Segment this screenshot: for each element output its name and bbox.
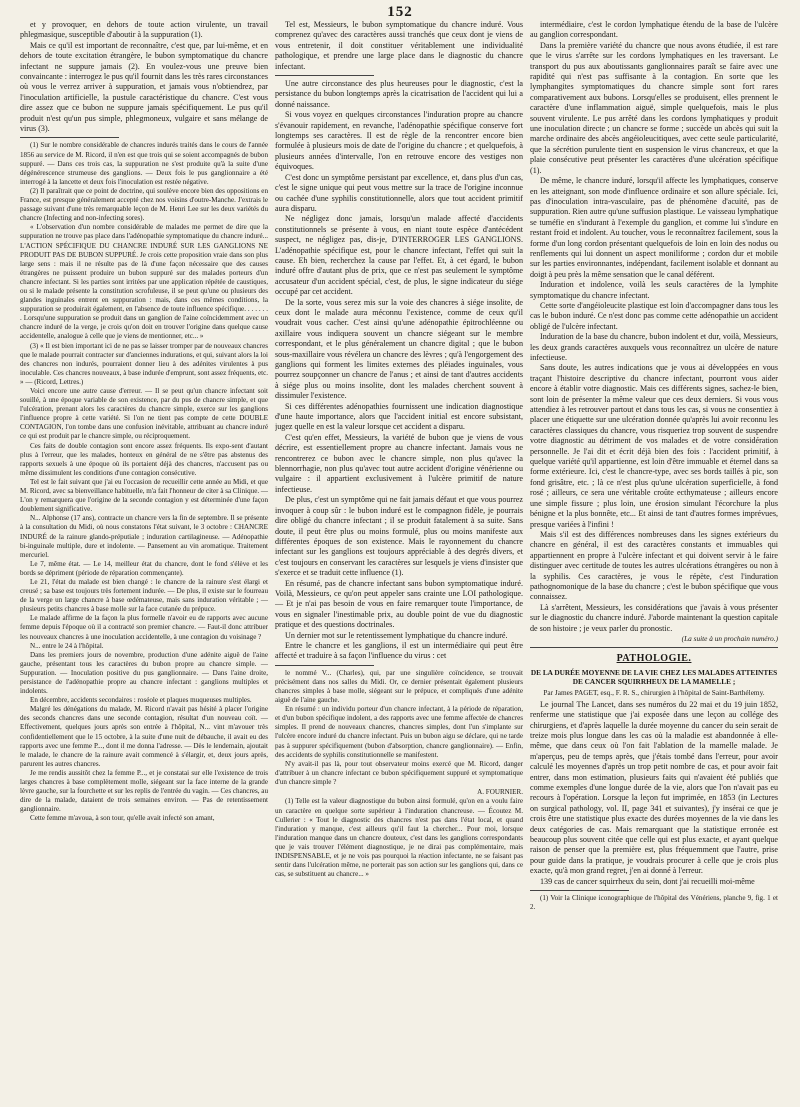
body-paragraph: Un dernier mot sur le retentissement lymphatique du chancre induré. [285, 630, 508, 640]
footnote: N... Alphonse (17 ans), contracte un chancre vers la fin de septembre. Il se présente à la consultation du Midi, où nous constatons l'état suivant, le 3 octobre : CHANCRE INDURÉ de la rainure glando-préputiale ; induration cartilagineuse. — Adénopathie bi-inguinale multiple, dure et indolente. — Pansement au vin aromatique. Traitement mercuriel. [20, 514, 268, 559]
body-paragraph: Là s'arrêtent, Messieurs, les considérations que j'avais à vous présenter sur le diagnostic du chancre induré. J'aborde maintenant la question capitale de son histoire ; je veux parler du pronostic. [530, 602, 778, 633]
footnote: Le 21, l'état du malade est bien changé : le chancre de la rainure s'est élargi et creusé ; sa base est toujours très fortement indurée. — De plus, il existe sur le fourreau de la verge un large chancre à base œdémateuse, mais sans induration véritable ; — plusieurs petits chancres à base molle sur la face cutanée du prépuce. [20, 577, 268, 614]
section-title: PATHOLOGIE. [616, 653, 692, 665]
footnote: Ces faits de double contagion sont encore assez fréquents. Ils expo-sent d'autant plus à l'erreur, que les malades, honteux en général de ne s'être pas abstenus des rapports sexuels à une époque où ils portaient déjà des chancres, n'accusent pas ou même dissimulent les conditions d'une contagion consécutive. [20, 441, 268, 477]
footnotes [530, 894, 778, 912]
footnote: Cette femme m'avoua, à son tour, qu'elle avait infecté son amant, [30, 814, 215, 823]
footnote-divider [20, 137, 119, 138]
footnote: Malgré les dénégations du malade, M. Ricord n'avait pas hésité à placer l'origine des seconds chancres dans une seconde contagion, résultat d'un nouveau coït. — Effectivement, quelques jours après son entrée à l'hôpital, N... vint m'avouer très confidentiellement que le 15 octobre, à la suite d'une nuit de débauche, il avait eu des rapports avec une femme P..., dont il me donna l'adresse. — Dès le lendemain, ajoutait le malade, le chancre de la rainure avait commencé à s'élargir, et, deux jours après, parurent les autres chancres. [20, 705, 268, 768]
column-left [20, 20, 268, 1099]
footnote: Tel est le fait suivant que j'ai eu l'occasion de recueillir cette année au Midi, et que M. Ricord, avec sa bienveillance habituelle, m'a fait l'honneur de citer à sa Clinique. — L'on y remarquera que l'origine de la seconde contagion y est déterminée d'une façon doublement significative. [20, 477, 268, 514]
column-middle [275, 20, 523, 1099]
footnote: Dans les premiers jours de novembre, production d'une adénite aiguë de l'aine gauche, présentant tous les caractères du bubon propre au chancre simple. — Suppuration. — Inoculation positive du pus ganglionnaire. — Dans l'aine droite, persistance de l'adénopathie propre au chancre infectant : ganglions multiples et indolents. [20, 650, 268, 696]
footnote: N... entre le 24 à l'hôpital. [30, 641, 104, 650]
body-paragraph: 139 cas de cancer squirrheux du sein, dont j'ai recueilli moi-même [540, 876, 755, 886]
body-paragraph: Le journal The Lancet, dans ses numéros du 22 mai et du 19 juin 1852, renferme une statistique que j'ai exposée dans une leçon au collége des chirurgiens, et d'après laquelle la durée moyenne du cancer du sein serait de treize mois plus longue dans les cas où la maladie est abandonnée à elle-même, que dans ceux où l'on fait l'ablation de la mamelle malade. Je m'aperçus, peu de temps après, que j'étais tombé dans l'erreur, pour avoir calculé les moyennes d'après un trop petit nombre de cas, et pour avoir fait entrer, dans mon estimation, plusieurs faits qui n'avaient été publiés que comme exemples d'une longue durée de la vie, alors que l'on n'avait pas eu recours à l'opération. Lorsque la leçon fut imprimée, en 1853 (in Lectures on surgical pathology, vol. II, page 341 et suivantes), j'y insérai ce que je crois être une statistique plus exacte des durées moyennes de la vie dans les deux catégories de cas. Mais remarquant que la statistique erronée est beaucoup plus souvent citée que celle qui est plus exacte, et ayant quelque raison de penser que la première est, plus fréquemment que l'autre, prise pour guide dans la pratique, je voudrais procurer à celle que je crois plus exacte, qu'à mon grand regret, j'en ai donné à l'erreur. [530, 699, 778, 876]
footnote: Voici encore une autre cause d'erreur. — Il se peut qu'un chancre infectant soit souillé, à une époque variable de son existence, par du pus de chancre simple, et que l'ulcération, prenant alors les caractères du chancre simple, exerce sur les ganglions l'influence propre à cette variété. Si l'on ne tient pas compte de cette DOUBLE CONTAGION, l'on tombe dans une confusion inévitable, attribuant au chancre induré ce qui est produit par le chancre simple, ou réciproquement. [20, 387, 268, 441]
body-paragraph: Entre le chancre et les ganglions, il est un intermédiaire qui peut être affecté et traduire à sa façon l'influence du virus : cet [275, 640, 523, 661]
column-right [530, 20, 778, 1099]
footnote: Je me rendis aussitôt chez la femme P..., et je constatai sur elle l'existence de trois larges chancres à base complètement molle, siégeant sur la face interne de la grande lèvre gauche, sur la fourchette et sur les replis de l'entrée du vagin. — Ces chancres, au dire de la malade, dataient de trois semaines environ. — Pas de retentissement ganglionnaire. [20, 768, 268, 814]
body-paragraph: Sans doute, les autres indications que je vous ai développées en vous traçant l'histoire descriptive du chancre infectant, pourront vous aider encore à établir votre diagnostic. Mais ces différents signes, sachez-le bien, sont loin de présenter la même valeur que ces deux derniers. Si vous vous attendiez à les retrouver partout et dans tous les cas, si vous ne consentiez à placer une étiquette sur une ulcération donnée qu'après lui avoir reconnu les caractères classiques du chancre, vous risqueriez trop souvent de suspendre votre diagnostic au détriment de vos malades et de votre considération personnelle. Je l'ai dit et écrit déjà bien des fois : l'accident primitif, à quelque variété qu'il appartienne, est loin d'être immuable et éternel dans sa forme extérieure. Ici, c'est le chancre-type, avec ses bords taillés à pic, son fond grisâtre, etc. ; là ce n'est plus qu'une ulcération superficielle, à fond rosé ; ailleurs, ce sera une véritable croûte ecthymateuse ; ailleurs encore une simple fissure ; plus loin, une érosion simulant l'écorchure la plus bénigne et la plus bonnête, etc... Et ainsi de tant d'autres formes imprévues, presque variées à l'infini ! [530, 363, 778, 529]
article-title: DE LA DURÉE MOYENNE DE LA VIE CHEZ LES MALADES ATTEINTES DE CANCER SQUIRRHEUX DE LA MAMELLE ; [530, 667, 778, 686]
body-paragraph: Induration et indolence, voilà les seuls caractères de la lymphite symptomatique du chancre infectant. [530, 280, 778, 300]
body-paragraph: Induration de la base du chancre, bubon indolent et dur, voilà, Messieurs, les deux grands caractères auxquels vous reconnaîtrez un ulcère de nature infectieuse. [530, 332, 778, 362]
continuation-note: (La suite à un prochain numéro.) [681, 633, 778, 643]
article-author: Par James PAGET, esq., F. R. S., chirurgien à l'hôpital de Saint-Barthélemy. [543, 687, 765, 697]
footnote-divider [275, 665, 374, 666]
footnote: En résumé : un individu porteur d'un chancre infectant, à la période de réparation, et d'un bubon spécifique indolent, a des rapports avec une femme affectée de chancres simples. Il prend de nouveaux chancres, chancres simples, dont l'un s'implante sur l'ulcère encore induré du chancre infectant. Puis un bubon aigu se déclare, qui ne tarde pas à suppurer spécifiquement (bubon d'absorption, chancre ganglionnaire). — Enfin, des accidents de syphilis constitutionnelle se manifestent. [275, 705, 523, 759]
body-paragraph: De la sorte, vous serez mis sur la voie des chancres à siége insolite, de ceux dont le malade aura méconnu l'existence, comme de ceux qu'il voudrait vous cacher. C'est ainsi qu'une adénopathie épitrochléenne ou axillaire vous indiquera souvent un chancre siégeant sur le membre correspondant, et le plus généralement un chancre digital ; que le bubon sous-maxillaire vous révélera un chancre des lèvres ; qu'à l'engorgement des ganglions qui forment les limites externes des pléiades inguinales, vous pourrez soupçonner un chancre de l'anus ; et ainsi de tant d'autres accidents à siége plus ou moins insolite, dont les malades cherchent souvent à dissimuler l'existence. [275, 297, 523, 401]
footnote: « L'observation d'un nombre considérable de malades me permet de dire que la suppuration ne trouve pas place dans l'adénopathie symptomatique du chancre induré... L'ACTION SPÉCIFIQUE DU CHANCRE INDURÉ SUR LES GANGLIONS NE PRODUIT PAS DE BUBON SUPPURÉ. Je crois cette proposition vraie dans son plus large sens : mais il ne résulte pas de là d'une façon nécessaire que des causes étrangères ne puissent produire un bubon suppuré sur des malades porteurs d'un chancre infectant. Si les parties sont irritées par une application répétée de caustiques, ou si le malade présente la constitution scrofuleuse, il se peut qu'une ou plusieurs des glandes inguinales entrent en suppuration : mais, dans ces mêmes conditions, la suppuration se produirait également, en l'absence de toute influence spécifique. . . . . . . . Lorsqu'une suppuration se produit dans un ganglion de l'aine coïncidemment avec un chancre induré de la verge, je crois qu'on doit en trouver l'origine dans quelque cause accidentelle, analogue à celle que je viens de mentionner, etc... » [20, 223, 268, 341]
footnotes [20, 141, 268, 823]
footnote-divider [530, 890, 629, 891]
body-paragraph: Mais s'il est des différences nombreuses dans les signes extérieurs du chancre en général, il est des caractères constants et immuables qui appartiennent en propre à l'ulcère infectant et qui doivent servir à le faire distinguer avec certitude de toutes les autres ulcérations étrangères ou non à la syphilis. Ces caractères, je vous le répète, c'est l'induration pathognomonique de la base du chancre ; c'est le bubon spécifique que vous connaissez. [530, 529, 778, 602]
footnote: N'y avait-il pas là, pour tout observateur moins exercé que M. Ricord, danger d'attribuer à un chancre infectant ce bubon spécifiquement suppuré et symptomatique d'un chancre simple ? [275, 759, 523, 786]
section-divider [530, 647, 778, 648]
page-number: 152 [387, 4, 413, 20]
footnote: (3) « Il est bien important ici de ne pas se laisser tromper par de nouveaux chancres que le malade pourrait contracter sur d'anciennes indurations, et qui, suivant alors la loi des chancres non indurés, pourraient donner lieu à des adénites virulentes à pus inoculable. Ces chancres nouveaux, à base indurée d'emprunt, sont assez fréquents, etc. » — (Ricord, Lettres.) [20, 341, 268, 386]
body-paragraph: Cette sorte d'angéioleucite plastique est loin d'accompagner dans tous les cas le bubon induré. Ce n'est donc pas comme cette adénopathie un accident obligé de l'ulcère infectant. [530, 300, 778, 331]
paragraph-divider [275, 75, 374, 76]
body-paragraph: Dans la première variété du chancre que nous avons étudiée, il est rare que le virus s'arrête sur les cordons lymphatiques en les traversant. Le transport du pus aux aboutissants ganglionnaires paraît se faire avec une rapidité qui n'est pas suffisante à la contagion. En sorte que les lymphangites symptomatiques du chancre simple sont fort rares comparativement aux bubons. Lorsqu'elles se produisent, elles prennent le caractère d'une inflammation aiguë, simple quelquefois, mais le plus souvent virulente. Le pus arrêté dans les cordons lymphatiques y produit une inoculation directe ; un chancre se forme ; succède un abcès qui suit la marche ordinaire des abcès angéioleucitiques, avec cette seule particularité, que la sécrétion purulente tient en suspension le virus chancreux, et que la plaie consécutive peut présenter les caractères d'une ulcération spécifique (1). [530, 40, 778, 175]
body-paragraph: Si vous voyez en quelques circonstances l'induration propre au chancre s'évanouir rapidement, en revanche, l'adénopathie spécifique conserve fort longtemps ses caractères. Il est de règle de la rencontrer encore bien formulée à plusieurs mois de date de l'origine du chancre ; et quelquefois, à plusieurs années d'intervalle, l'on en retrouve encore des vestiges non équivoques. [275, 110, 523, 172]
body-paragraph: Si ces différentes adénopathies fournissent une indication diagnostique d'une haute importance, alors que l'accident initial est encore subsistant, jugez quelle en est la valeur lorsque cet accident a disparu. [275, 401, 523, 432]
body-paragraph: intermédiaire, c'est le cordon lymphatique étendu de la base de l'ulcère au ganglion correspondant. [530, 20, 778, 40]
footnote: (1) Sur le nombre considérable de chancres indurés traités dans le cours de l'année 1856 au service de M. Ricord, il n'en est que trois qui se soient accompagnés de bubon suppuré. — Dans ces trois cas, la suppuration ne s'est produite qu'à la suite d'une dégénérescence strumeuse des ganglions. — Deux fois le pus ganglionnaire a été interrogé à la lancette et deux fois l'inoculation est restée négative. [20, 141, 268, 186]
body-paragraph: Une autre circonstance des plus heureuses pour le diagnostic, c'est la persistance du bubon longtemps après la cicatrisation de l'accident qui lui a donné naissance. [275, 79, 523, 109]
footnote: Le malade affirme de la façon la plus formelle n'avoir eu de rapports avec aucune femme depuis l'époque où il a contracté son premier chancre. — Faut-il donc attribuer les nouveaux chancres à une inoculation accidentelle, à une contagion du voisinage ? [20, 614, 268, 641]
body-paragraph: En résumé, pas de chancre infectant sans bubon symptomatique induré. Voilà, Messieurs, ce qu'on peut appeler sans crainte une LOI pathologique. — Et je n'ai pas besoin de vous en faire remarquer toute l'importance, de vous en signaler l'inestimable prix, au double point de vue du diagnostic pratique et des questions doctrinales. [275, 578, 523, 630]
body-paragraph: Tel est, Messieurs, le bubon symptomatique du chancre induré. Vous comprenez qu'avec des caractères aussi tranchés que ceux dont je viens de vous entretenir, il doit constituer véritablement une individualité pathologique, et prendre une large place dans le diagnostic du chancre infectant. [275, 20, 523, 71]
body-paragraph: De plus, c'est un symptôme qui ne fait jamais défaut et que vous pourrez invoquer à coup sûr : le bubon induré est le compagnon fidèle, je pourrais dire obligé du chancre infectant ; il se produit fatalement à sa suite. Sans doute, il peut être plus ou moins formulé, plus ou moins manifeste aux différentes époques de son existence. Mais le rayonnement du chancre infectant sur les ganglions est toujours appréciable à des degrés divers, et c'est toujours en conservant les caractères sur lesquels je viens d'insister que s'exerce et se traduit cette influence (1). [275, 495, 523, 578]
footnote: En décembre, accidents secondaires : roséole et plaques muqueuses multiples. [30, 696, 252, 705]
author-signature: A. FOURNIER. [477, 788, 523, 796]
footnote: le nommé V... (Charles), qui, par une singulière coïncidence, se trouvait précisément dans nos salles du Midi. Or, ce dernier présentait également plusieurs chancres simples à base molle, siégeant sur le prépuce, et compliqués d'une adénite aiguë de l'aine gauche. [275, 668, 523, 705]
footnote: (2) Il paraîtrait que ce point de doctrine, qui soulève encore bien des oppositions en France, est presque généralement accepté chez nos voisins d'outre-Manche. J'extrais le passage suivant d'une très remarquable leçon de M. Henri Lee sur les deux variétés du chancre (Infecting and non-infecting sores). [20, 186, 268, 223]
body-paragraph: C'est donc un symptôme persistant par excellence, et, dans plus d'un cas, c'est le signe unique qui peut vous mettre sur la trace de l'origine inconnue ou cachée d'une syphilis constitutionnelle, alors que tout accident primitif aura disparu. [275, 172, 523, 213]
footnote: (1) Voir la Clinique iconographique de l'hôpital des Vénériens, planche 9, fig. 1 et 2. [530, 894, 778, 912]
body-paragraph: et y provoquer, en dehors de toute action virulente, un travail phlegmasique, susceptible d'aboutir à la suppuration (1). [20, 20, 268, 40]
body-paragraph: C'est qu'en effet, Messieurs, la variété de bubon que je viens de vous décrire, est essentiellement propre au chancre infectant. Jamais vous ne rencontrerez ce bubon avec le chancre simple, non plus qu'avec la blennorrhagie, non plus qu'avec tout autre accident d'origine vénérienne ou vulgaire : il appartient exclusivement à l'ulcère primitif de nature infectieuse. [275, 432, 523, 494]
footnotes [275, 669, 523, 879]
body-paragraph: De même, le chancre induré, lorsqu'il affecte les lymphatiques, conserve en les atteignant, son mode d'influence ordinaire et son allure spéciale. Ici, pas d'inoculation intra-vasculaire, pas de phénomène d'acuité, pas de suppuration. Rien autre qu'une suffusion plastique. Le vaisseau lymphatique se tuméfie en s'indurant à l'exemple du ganglion, et comme lui s'indure en restant froid et indolent. Au toucher, vous le reconnaîtrez facilement, sous la forme d'un long cordon présentant quelquefois de loin en loin des nodus ou renflements qui lui donnent un aspect moniliforme ; cordon dur et mobile sur les parties environnantes, indépendant, facilement isolable et donnant au doigt à peu près la même sensation que le canal déférent. [530, 176, 778, 279]
footnote: (1) Telle est la valeur diagnostique du bubon ainsi formulé, qu'on en a voulu faire un caractère en quelque sorte supérieur à l'induration chancreuse. — Écoutez M. Cullerier : « Tout le diagnostic des chancres n'est pas dans l'état local, et quand l'induration y manque, c'est ailleurs qu'il faut la chercher... Pour moi, lorsque l'induration manque dans un chancre douteux, c'est dans les ganglions correspondants que je vais trouver l'élément diagnostique, je ne dirai pas complémentaire, mais INDISPENSABLE, et je ne vois pas pourquoi la réaction infectante, ne se faisant pas sentir dans l'ulcération même, ne porterait pas son action sur les ganglions qui, dans ce cas, se substituent au chancre... » [275, 797, 523, 879]
footnote: Le 7, même état. — Le 14, meilleur état du chancre, dont le fond s'élève et les bords se dépriment (période de réparation commençante). [20, 559, 268, 577]
body-paragraph: Ne négligez donc jamais, lorsqu'un malade affecté d'accidents constitutionnels se présente à vous, en niant toute espèce d'antécédent suspect, ne négligez pas, dis-je, D'INTERROGER LES GANGLIONS. L'adénopathie spécifique est, pour le chancre infectant, l'effet qui suit la cause. Eh bien, recherchez la cause par l'effet. Et, à cet égard, le bubon induré offre d'autant plus de prix, que ce n'est pas seulement le symptôme accusateur d'un accident spécial, c'est, de plus, le signe indicateur du siége occupé par cet accident. [275, 214, 523, 297]
body-paragraph: Mais ce qu'il est important de reconnaître, c'est que, par lui-même, et en dehors de toute excitation étrangère, le bubon symptomatique du chancre infectant ne suppure jamais (2). En voulez-vous une preuve bien convaincante : interrogez le pus qu'il fournit dans les très rares circonstances où vous le verrez arriver à suppuration, et jamais vous n'obtiendrez, par l'inoculation artificielle, la pustule caractéristique du chancre. C'est vous dire assez que ce bubon ne suppure jamais spécifiquement. Le pus qu'il produit n'est qu'un pus simple, phlegmoneux, vulgaire et sans mélange de virus (3). [20, 40, 268, 134]
